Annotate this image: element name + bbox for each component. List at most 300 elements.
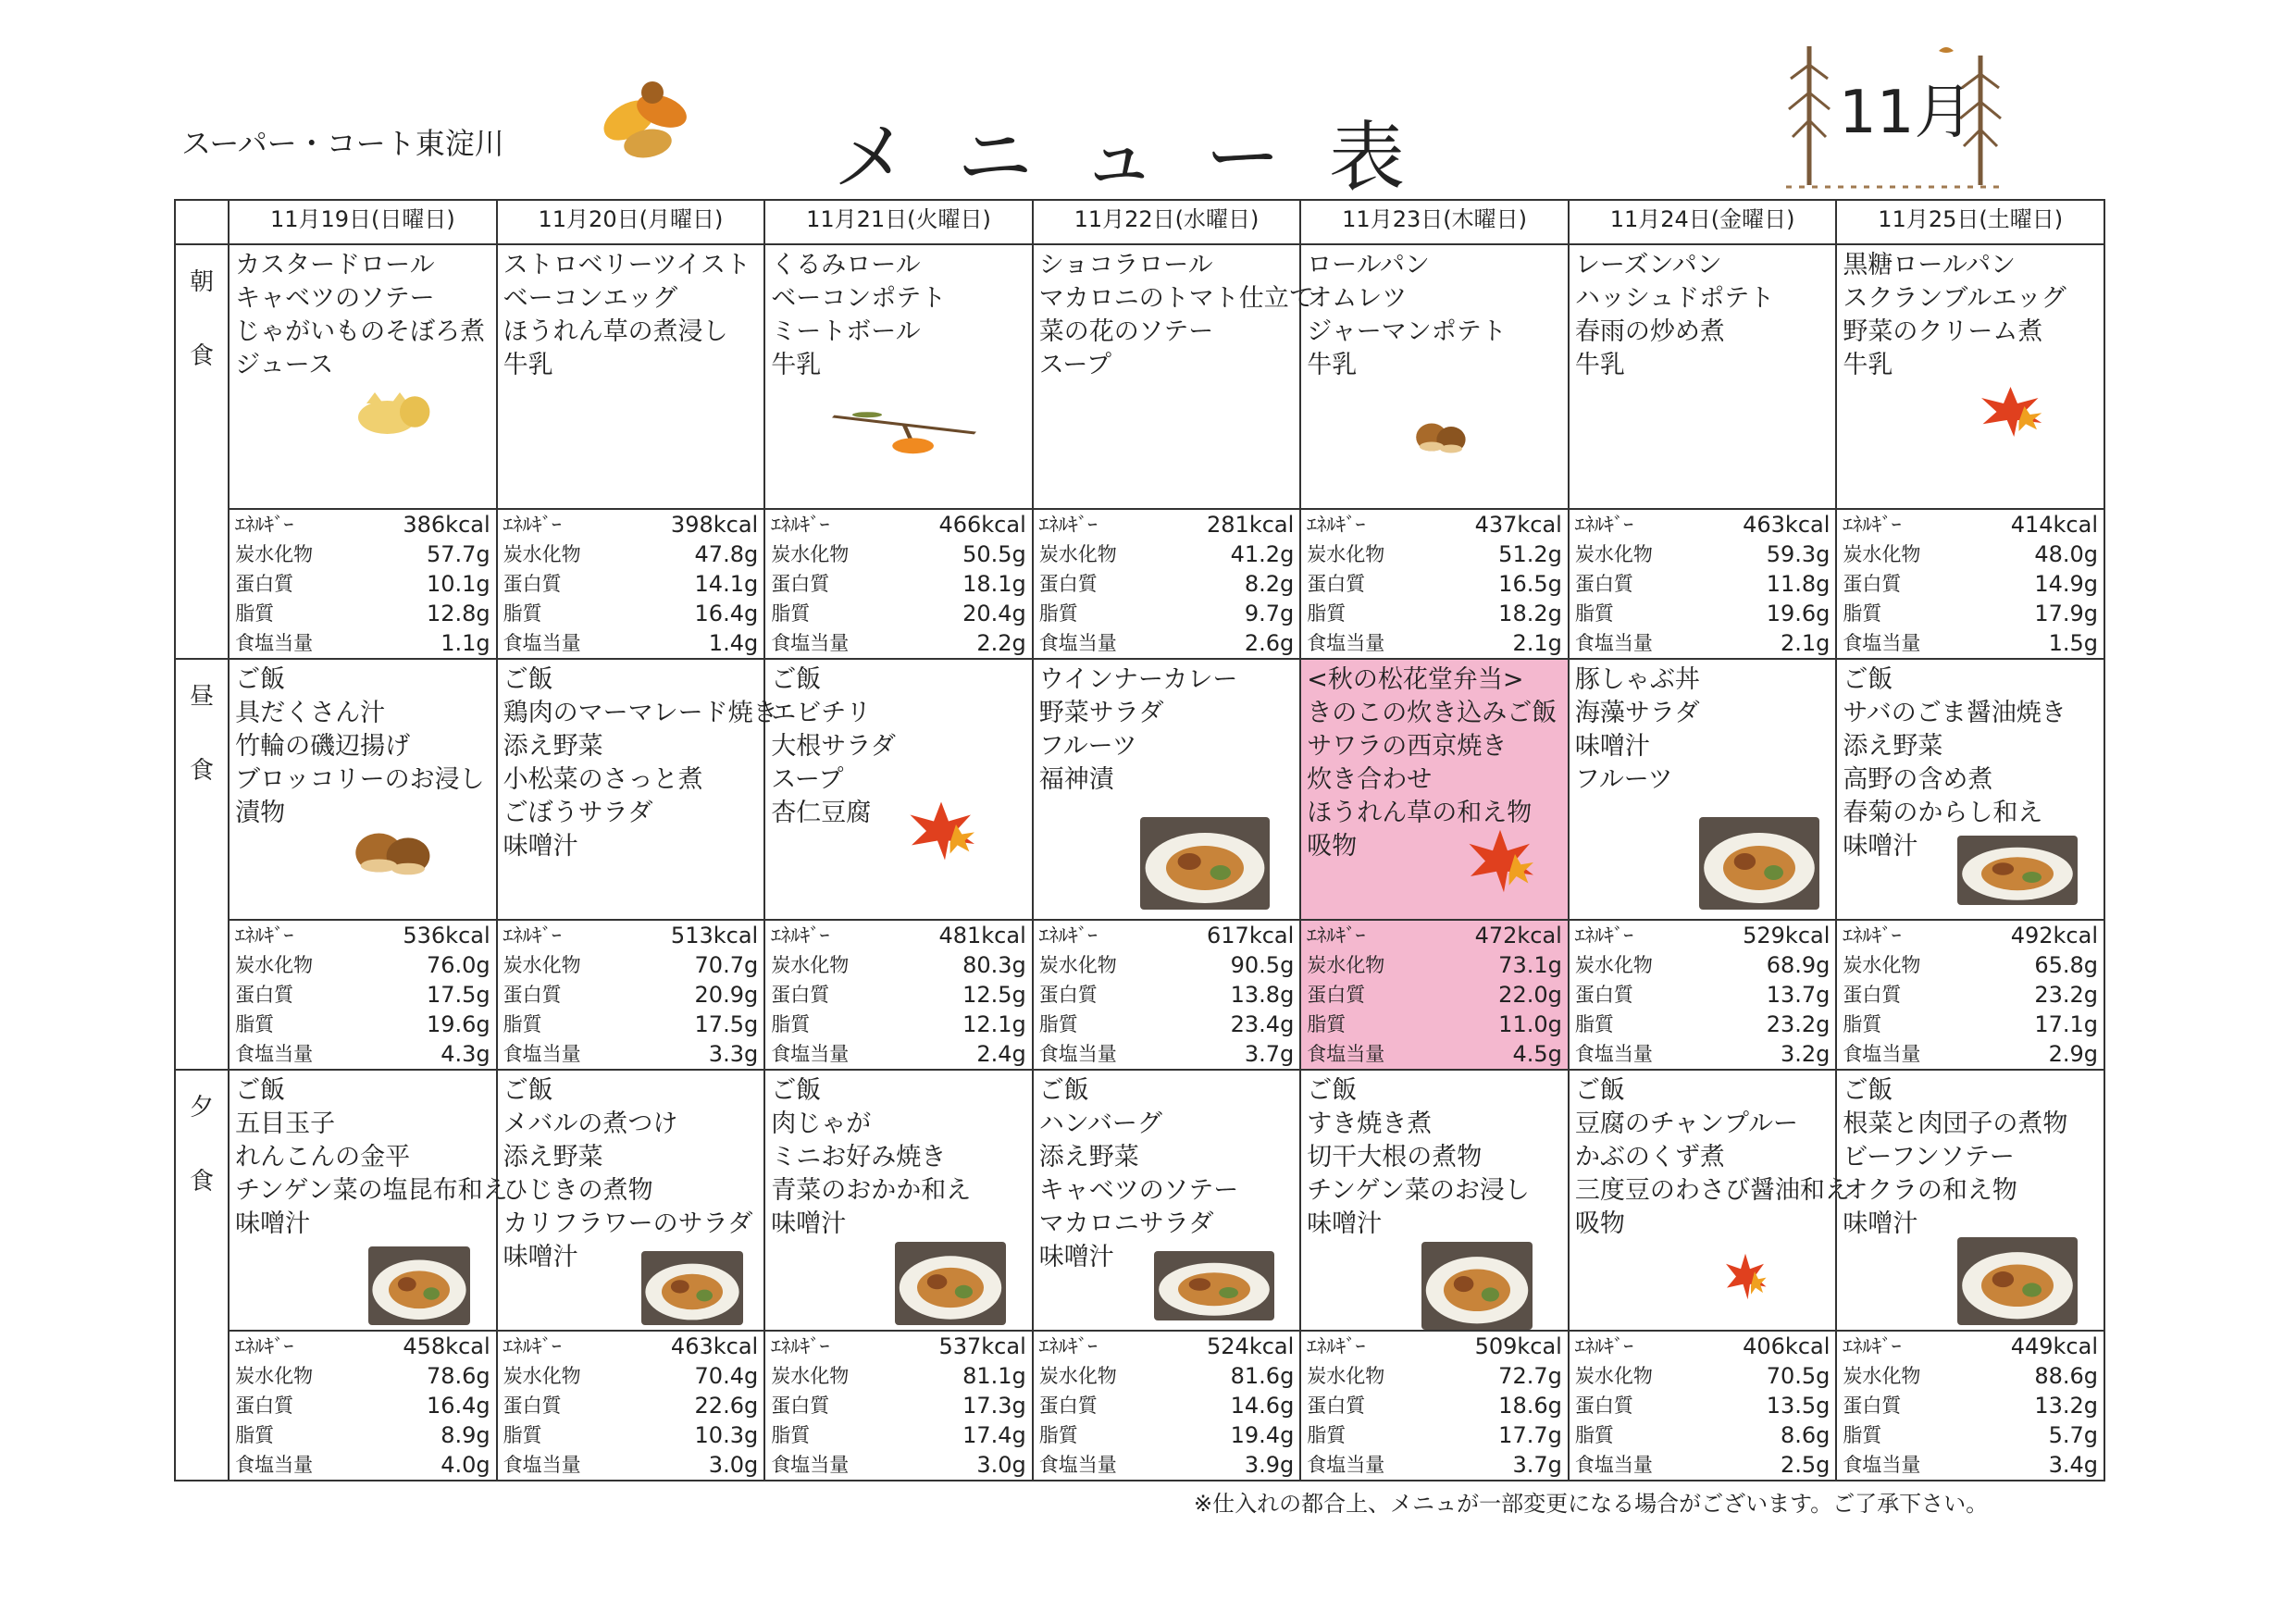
- facility-name: スーパー・コート東淀川: [181, 126, 504, 161]
- nutrient-label: ｴﾈﾙｷﾞｰ: [771, 924, 830, 947]
- dish-item: オムレツ: [1307, 284, 1408, 313]
- nutrient-label: 蛋白質: [235, 1395, 294, 1417]
- nutrient-value: 10.3g: [694, 1422, 759, 1448]
- dish-item: ブロッコリーのお浸し: [235, 765, 485, 794]
- nutrient-row: [230, 1420, 496, 1450]
- nutrient-value: 4.5g: [1512, 1041, 1562, 1067]
- breakfast-dishes-cell: [764, 244, 1033, 509]
- nutrient-label: 蛋白質: [503, 573, 562, 595]
- dish-item: ご飯: [1307, 1076, 1358, 1105]
- dish-item: 添え野菜: [1038, 1143, 1139, 1172]
- corner-cell: [175, 200, 229, 244]
- nutrient-row: [1837, 569, 2104, 599]
- meal-label-char: 食: [190, 1168, 215, 1196]
- nutrient-label: 脂質: [1843, 1424, 1882, 1446]
- nutrient-row: [1837, 950, 2104, 980]
- nutrient-label: 脂質: [1574, 1013, 1614, 1035]
- nutrient-value: 41.2g: [1230, 541, 1295, 567]
- nutrient-value: 509kcal: [1474, 1333, 1562, 1359]
- nutrient-value: 8.2g: [1244, 571, 1295, 597]
- nutrient-label: 炭水化物: [1038, 1365, 1117, 1387]
- dish-item: 味噌汁: [1843, 1209, 1918, 1238]
- nutrient-row: [1570, 510, 1836, 539]
- nutrient-value: 14.1g: [694, 571, 759, 597]
- nutrient-row: [1034, 569, 1300, 599]
- dish-item: マカロニのトマト仕立て: [1038, 284, 1314, 313]
- dish-item: 味噌汁: [1574, 732, 1650, 761]
- nutrient-label: ｴﾈﾙｷﾞｰ: [1307, 1335, 1366, 1357]
- nutrient-label: 食塩当量: [1038, 1454, 1117, 1476]
- nutrient-value: 20.4g: [962, 601, 1026, 626]
- nutrient-row: [1034, 539, 1300, 569]
- nutrient-value: 386kcal: [403, 512, 490, 538]
- dish-item: フルーツ: [1574, 765, 1673, 794]
- nutrient-value: 3.3g: [708, 1041, 759, 1067]
- nutrient-label: 炭水化物: [771, 954, 850, 976]
- nutrient-value: 481kcal: [938, 923, 1026, 948]
- meal-label-char: 夕: [190, 1094, 215, 1122]
- month-badge: [1781, 28, 2008, 194]
- nutrient-value: 463kcal: [670, 1333, 759, 1359]
- nutrient-row: [1301, 1010, 1568, 1039]
- nutrient-value: 11.0g: [1498, 1011, 1562, 1037]
- dish-item: ご飯: [1843, 665, 1893, 694]
- nutrient-value: 90.5g: [1230, 952, 1295, 978]
- dish-item: ミニお好み焼き: [771, 1143, 947, 1172]
- nutrient-label: ｴﾈﾙｷﾞｰ: [1574, 514, 1633, 536]
- nutrient-row: [230, 1010, 496, 1039]
- dish-item: 竹輪の磯辺揚げ: [235, 732, 411, 761]
- nutrient-row: [230, 1332, 496, 1361]
- nutrient-value: 12.8g: [426, 601, 490, 626]
- nutrient-value: 20.9g: [694, 982, 759, 1008]
- nutrient-value: 536kcal: [403, 923, 490, 948]
- dish-item: じゃがいものそぼろ煮: [235, 317, 486, 346]
- nutrient-value: 466kcal: [938, 512, 1026, 538]
- nutrient-label: 食塩当量: [1843, 632, 1921, 654]
- nutrient-row: [765, 569, 1032, 599]
- nutrient-row: [1837, 1010, 2104, 1039]
- nutrient-row: [1837, 1450, 2104, 1480]
- dinner-nutrition-cell: [1569, 1331, 1837, 1481]
- dish-photo-icon: [1154, 1251, 1274, 1320]
- nutrient-value: 4.0g: [441, 1452, 490, 1478]
- breakfast-dish-row: [175, 244, 2104, 509]
- nutrient-row: [498, 1420, 764, 1450]
- dish-item: スープ: [1038, 351, 1112, 379]
- nutrient-row: [1034, 510, 1300, 539]
- nutrient-value: 472kcal: [1474, 923, 1562, 948]
- nutrient-row: [1034, 628, 1300, 658]
- dish-item: <秋の松花堂弁当>: [1307, 665, 1524, 694]
- nutrient-label: 蛋白質: [235, 984, 294, 1006]
- nutrient-value: 17.5g: [694, 1011, 759, 1037]
- nutrient-row: [1301, 1391, 1568, 1420]
- nutrient-row: [1034, 1332, 1300, 1361]
- nutrient-label: 食塩当量: [503, 1043, 581, 1065]
- nutrient-label: ｴﾈﾙｷﾞｰ: [1038, 924, 1098, 947]
- nutrient-label: 脂質: [1307, 1424, 1347, 1446]
- nutrient-row: [765, 1391, 1032, 1420]
- nutrient-value: 13.2g: [2034, 1393, 2098, 1419]
- nutrient-label: 蛋白質: [771, 984, 830, 1006]
- date-header: 11月25日(土曜日): [1836, 200, 2104, 244]
- dish-item: キャベツのソテー: [1038, 1176, 1239, 1205]
- dish-item: ご飯: [235, 665, 286, 694]
- dish-item: フルーツ: [1038, 732, 1137, 761]
- dish-item: 根菜と肉団子の煮物: [1843, 1110, 2068, 1138]
- nutrient-value: 2.1g: [1780, 630, 1831, 656]
- nutrient-value: 78.6g: [426, 1363, 490, 1389]
- nutrient-row: [1034, 1010, 1300, 1039]
- nutrient-value: 13.8g: [1230, 982, 1295, 1008]
- nutrient-row: [1570, 539, 1836, 569]
- dish-item: カスタードロール: [235, 251, 435, 279]
- date-header: 11月23日(木曜日): [1300, 200, 1569, 244]
- nutrient-label: ｴﾈﾙｷﾞｰ: [503, 514, 562, 536]
- nutrient-value: 19.6g: [426, 1011, 490, 1037]
- nutrient-label: 食塩当量: [1843, 1043, 1921, 1065]
- nutrient-label: 脂質: [503, 602, 542, 625]
- dish-item: ミートボール: [771, 317, 921, 346]
- dish-item: 具だくさん汁: [235, 699, 386, 727]
- nutrient-row: [765, 1332, 1032, 1361]
- nutrient-value: 57.7g: [426, 541, 490, 567]
- dish-item: 添え野菜: [1843, 732, 1943, 761]
- dinner-nutrition-row: [175, 1331, 2104, 1481]
- lunch-nutrition-cell: [1300, 920, 1569, 1070]
- dish-item: 炊き合わせ: [1307, 765, 1433, 794]
- dish-item: ジュース: [235, 351, 334, 379]
- nutrient-value: 414kcal: [2010, 512, 2098, 538]
- nutrient-label: 蛋白質: [771, 1395, 830, 1417]
- nutrient-row: [765, 539, 1032, 569]
- nutrient-row: [765, 1039, 1032, 1069]
- nutrient-row: [230, 1450, 496, 1480]
- nutrient-value: 18.1g: [962, 571, 1026, 597]
- nutrient-label: 脂質: [1038, 1013, 1078, 1035]
- dish-item: ご飯: [503, 1076, 553, 1105]
- dish-item: 小松菜のさっと煮: [503, 765, 703, 794]
- nutrient-value: 463kcal: [1743, 512, 1831, 538]
- nutrient-row: [1034, 1361, 1300, 1391]
- nutrient-label: 炭水化物: [1574, 954, 1653, 976]
- nutrient-value: 50.5g: [962, 541, 1026, 567]
- nutrient-row: [765, 950, 1032, 980]
- dish-item: ハンバーグ: [1038, 1110, 1162, 1138]
- dish-item: 味噌汁: [771, 1209, 847, 1238]
- nutrient-value: 537kcal: [938, 1333, 1026, 1359]
- nutrient-value: 23.2g: [2034, 982, 2098, 1008]
- breakfast-dishes-cell: [1300, 244, 1569, 509]
- nutrient-value: 2.9g: [2048, 1041, 2098, 1067]
- nutrient-row: [1570, 569, 1836, 599]
- nutrient-label: ｴﾈﾙｷﾞｰ: [1574, 924, 1633, 947]
- nutrient-value: 529kcal: [1743, 923, 1831, 948]
- nutrient-value: 14.9g: [2034, 571, 2098, 597]
- nutrient-value: 437kcal: [1474, 512, 1562, 538]
- dish-item: マカロニサラダ: [1038, 1209, 1214, 1238]
- dinner-dishes-cell: [764, 1070, 1033, 1331]
- nutrient-row: [498, 628, 764, 658]
- nutrient-row: [1570, 1450, 1836, 1480]
- nutrient-row: [1570, 599, 1836, 628]
- dish-item: 春菊のからし和え: [1843, 799, 2043, 827]
- nutrient-value: 73.1g: [1498, 952, 1562, 978]
- nutrient-row: [498, 1039, 764, 1069]
- nutrient-label: 炭水化物: [1574, 1365, 1653, 1387]
- nutrient-row: [498, 569, 764, 599]
- nutrient-label: ｴﾈﾙｷﾞｰ: [235, 514, 294, 536]
- dish-item: 吸物: [1574, 1209, 1625, 1238]
- nutrient-label: 炭水化物: [1307, 954, 1385, 976]
- nutrient-row: [230, 510, 496, 539]
- dish-item: ほうれん草の和え物: [1307, 799, 1533, 827]
- nutrient-label: 蛋白質: [1038, 573, 1098, 595]
- dish-photo-icon: [895, 1242, 1006, 1325]
- nutrient-label: 蛋白質: [1574, 573, 1633, 595]
- dish-item: ご飯: [503, 665, 553, 694]
- nutrient-label: ｴﾈﾙｷﾞｰ: [771, 514, 830, 536]
- dish-item: ひじきの煮物: [503, 1176, 653, 1205]
- date-header: 11月20日(月曜日): [497, 200, 765, 244]
- nutrient-label: 炭水化物: [1843, 1365, 1921, 1387]
- nutrient-value: 513kcal: [670, 923, 759, 948]
- dinner-nutrition-cell: [1836, 1331, 2104, 1481]
- nutrient-label: 脂質: [1843, 1013, 1882, 1035]
- nutrient-label: 炭水化物: [235, 1365, 314, 1387]
- nutrient-value: 8.9g: [441, 1422, 490, 1448]
- nutrient-row: [765, 628, 1032, 658]
- dish-item: ご飯: [1843, 1076, 1893, 1105]
- nutrient-value: 48.0g: [2034, 541, 2098, 567]
- dish-item: ベーコンポテト: [771, 284, 947, 313]
- dish-item: 黒糖ロールパン: [1843, 251, 2016, 279]
- lunch-nutrition-cell: [1836, 920, 2104, 1070]
- nutrient-row: [1837, 539, 2104, 569]
- nutrient-row: [1570, 950, 1836, 980]
- nutrient-row: [498, 539, 764, 569]
- date-header: 11月21日(火曜日): [764, 200, 1033, 244]
- nutrient-value: 81.6g: [1230, 1363, 1295, 1389]
- nutrient-label: 蛋白質: [1574, 1395, 1633, 1417]
- nutrient-value: 3.0g: [708, 1452, 759, 1478]
- dish-item: ご飯: [1038, 1076, 1089, 1105]
- nutrient-row: [1034, 921, 1300, 950]
- breakfast-dishes-cell: [1033, 244, 1314, 509]
- menu-table: [174, 199, 2105, 1481]
- nutrient-value: 14.6g: [1230, 1393, 1295, 1419]
- nutrient-row: [1837, 1391, 2104, 1420]
- nutrient-label: 蛋白質: [1843, 984, 1902, 1006]
- nutrient-label: 炭水化物: [235, 543, 314, 565]
- breakfast-dishes-cell: [1836, 244, 2104, 509]
- meal-label-char: 朝: [190, 268, 215, 296]
- dish-item: レーズンパン: [1574, 251, 1722, 279]
- nutrient-value: 16.5g: [1498, 571, 1562, 597]
- lunch-nutrition-row: [175, 920, 2104, 1070]
- nutrient-row: [498, 599, 764, 628]
- page-title: メニュー表: [833, 114, 1454, 202]
- nutrient-row: [230, 1361, 496, 1391]
- nutrient-row: [1034, 599, 1300, 628]
- nutrient-label: 炭水化物: [503, 543, 581, 565]
- nutrient-label: 食塩当量: [1307, 1454, 1385, 1476]
- date-header-row: [175, 200, 2104, 244]
- dish-photo-icon: [1957, 836, 2078, 905]
- dish-item: ご飯: [771, 1076, 822, 1105]
- lunch-nutrition-cell: [229, 920, 497, 1070]
- nutrient-value: 17.7g: [1498, 1422, 1562, 1448]
- nutrient-row: [1837, 599, 2104, 628]
- nutrient-row: [765, 599, 1032, 628]
- nutrient-label: 脂質: [771, 1424, 811, 1446]
- nutrient-value: 1.4g: [708, 630, 759, 656]
- nutrient-row: [1301, 569, 1568, 599]
- dish-item: 野菜サラダ: [1038, 699, 1164, 727]
- lunch-dishes-cell: [1300, 659, 1569, 920]
- lunch-nutrition-cell: [497, 920, 765, 1070]
- nutrient-value: 2.4g: [976, 1041, 1026, 1067]
- nutrient-value: 10.1g: [426, 571, 490, 597]
- nutrient-row: [1570, 1391, 1836, 1420]
- dish-item: くるみロール: [771, 251, 921, 279]
- nutrient-row: [230, 599, 496, 628]
- nutrient-row: [230, 539, 496, 569]
- nutrient-label: 脂質: [235, 1424, 275, 1446]
- nutrient-row: [1837, 1361, 2104, 1391]
- date-header: 11月22日(水曜日): [1033, 200, 1301, 244]
- nutrient-label: 蛋白質: [1307, 573, 1366, 595]
- nutrient-row: [1301, 1450, 1568, 1480]
- nutrient-value: 13.7g: [1766, 982, 1831, 1008]
- nutrient-label: 炭水化物: [1038, 954, 1117, 976]
- nutrient-label: 脂質: [1843, 602, 1882, 625]
- dish-item: メバルの煮つけ: [503, 1110, 678, 1138]
- dish-item: 杏仁豆腐: [771, 799, 872, 827]
- nutrient-value: 3.2g: [1780, 1041, 1831, 1067]
- nutrient-value: 23.2g: [1766, 1011, 1831, 1037]
- nutrient-row: [1301, 1420, 1568, 1450]
- dish-item: 野菜のクリーム煮: [1843, 317, 2043, 346]
- nutrient-label: 脂質: [1307, 602, 1347, 625]
- dish-item: チンゲン菜の塩昆布和え: [235, 1176, 508, 1205]
- dish-item: れんこんの金平: [235, 1143, 411, 1172]
- meal-label-char: 食: [190, 342, 215, 370]
- nutrient-label: 炭水化物: [771, 543, 850, 565]
- lunch-label: [175, 659, 229, 1070]
- nutrient-row: [1837, 628, 2104, 658]
- footnote: ※仕入れの都合上、メニュが一部変更になる場合がございます。ご了承下さい。: [1194, 1491, 1989, 1517]
- dinner-dishes-cell: [497, 1070, 765, 1331]
- nutrient-row: [765, 1010, 1032, 1039]
- nutrient-value: 72.7g: [1498, 1363, 1562, 1389]
- nutrient-label: ｴﾈﾙｷﾞｰ: [1843, 514, 1902, 536]
- date-header: 11月24日(金曜日): [1569, 200, 1837, 244]
- dish-photo-icon: [368, 1246, 470, 1325]
- dish-photo-icon: [1957, 1237, 2078, 1325]
- nutrient-value: 17.4g: [962, 1422, 1026, 1448]
- nutrient-value: 16.4g: [426, 1393, 490, 1419]
- nutrient-value: 70.4g: [694, 1363, 759, 1389]
- nutrient-label: 食塩当量: [1307, 1043, 1385, 1065]
- nutrient-label: ｴﾈﾙｷﾞｰ: [1307, 924, 1366, 947]
- nutrient-value: 68.9g: [1766, 952, 1831, 978]
- dish-item: 春雨の炒め煮: [1574, 317, 1725, 346]
- nutrient-value: 76.0g: [426, 952, 490, 978]
- nutrient-value: 59.3g: [1766, 541, 1831, 567]
- breakfast-dishes-cell: [1569, 244, 1837, 509]
- nutrient-value: 17.3g: [962, 1393, 1026, 1419]
- nutrient-value: 23.4g: [1230, 1011, 1295, 1037]
- dish-item: ベーコンエッグ: [503, 284, 678, 313]
- date-header: 11月19日(日曜日): [229, 200, 497, 244]
- maple-leaf-icon: [904, 799, 978, 863]
- nutrient-row: [1837, 1420, 2104, 1450]
- nutrient-label: 脂質: [503, 1424, 542, 1446]
- nutrient-value: 4.3g: [441, 1041, 490, 1067]
- nutrient-value: 12.5g: [962, 982, 1026, 1008]
- nutrient-value: 3.4g: [2048, 1452, 2098, 1478]
- dish-item: 添え野菜: [503, 1143, 603, 1172]
- nutrient-row: [230, 1391, 496, 1420]
- nutrient-row: [1570, 1361, 1836, 1391]
- nutrient-label: 食塩当量: [1574, 1454, 1653, 1476]
- nutrient-label: 蛋白質: [1574, 984, 1633, 1006]
- nutrient-label: 蛋白質: [1038, 984, 1098, 1006]
- nutrient-label: 食塩当量: [1574, 632, 1653, 654]
- dinner-label: [175, 1070, 229, 1481]
- nutrient-value: 81.1g: [962, 1363, 1026, 1389]
- nutrient-label: 食塩当量: [1038, 632, 1117, 654]
- nutrient-label: 蛋白質: [1307, 1395, 1366, 1417]
- nutrient-label: 蛋白質: [1843, 573, 1902, 595]
- breakfast-dishes-cell: [229, 244, 497, 509]
- nutrient-value: 617kcal: [1207, 923, 1295, 948]
- nutrient-value: 449kcal: [2010, 1333, 2098, 1359]
- nutrient-value: 19.4g: [1230, 1422, 1295, 1448]
- nutrient-value: 70.7g: [694, 952, 759, 978]
- nutrient-label: 食塩当量: [235, 1043, 314, 1065]
- nutrient-row: [1837, 1039, 2104, 1069]
- nutrient-label: 食塩当量: [235, 1454, 314, 1476]
- nutrient-row: [1034, 1391, 1300, 1420]
- nutrient-value: 17.1g: [2034, 1011, 2098, 1037]
- dish-item: ショコラロール: [1038, 251, 1213, 279]
- breakfast-nutrition-row: [175, 509, 2104, 659]
- nutrient-row: [1837, 1332, 2104, 1361]
- nutrient-value: 17.5g: [426, 982, 490, 1008]
- dish-item: 味噌汁: [503, 832, 578, 861]
- nutrient-label: 蛋白質: [771, 573, 830, 595]
- nutrient-value: 47.8g: [694, 541, 759, 567]
- nutrient-label: 脂質: [1038, 602, 1078, 625]
- dish-item: 豆腐のチャンプルー: [1574, 1110, 1798, 1138]
- nutrient-row: [498, 980, 764, 1010]
- nutrient-value: 1.1g: [441, 630, 490, 656]
- nutrient-row: [1301, 980, 1568, 1010]
- dinner-dishes-cell: [1033, 1070, 1301, 1331]
- nutrient-row: [1301, 599, 1568, 628]
- dish-item: スクランブルエッグ: [1843, 284, 2066, 313]
- nutrient-row: [230, 950, 496, 980]
- nutrient-row: [230, 628, 496, 658]
- nutrient-row: [1570, 1420, 1836, 1450]
- nutrient-row: [1301, 1361, 1568, 1391]
- nutrient-label: ｴﾈﾙｷﾞｰ: [1038, 1335, 1098, 1357]
- nutrient-value: 2.6g: [1244, 630, 1295, 656]
- lunch-nutrition-cell: [1033, 920, 1301, 1070]
